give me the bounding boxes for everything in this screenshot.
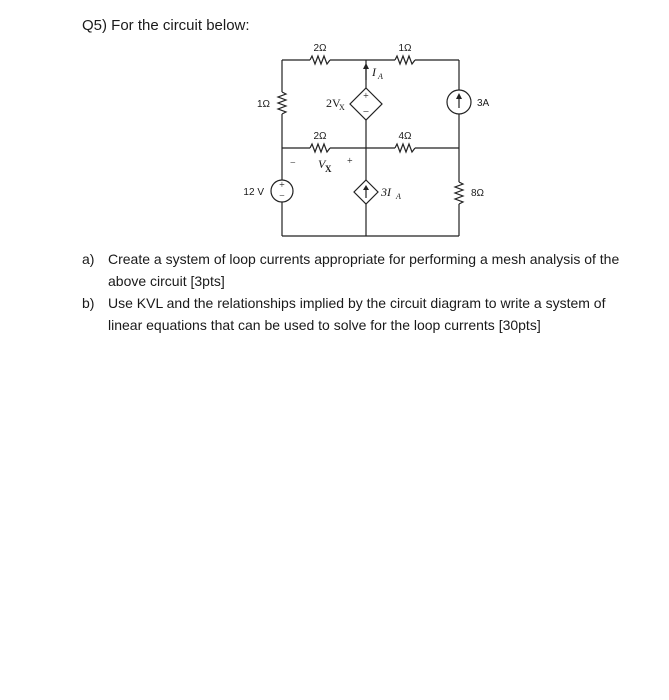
svg-text:X: X	[339, 103, 345, 112]
part-a	[82, 248, 642, 292]
label-ia: I	[372, 65, 376, 79]
part-a-marker: a)	[82, 251, 95, 267]
ia-arrow	[363, 63, 369, 69]
resistor-left	[278, 92, 286, 114]
vx-minus: −	[290, 158, 296, 169]
svg-text:−: −	[362, 106, 370, 118]
part-b	[82, 292, 642, 336]
label-r-left: 1Ω	[256, 99, 270, 110]
circuit-diagram	[0, 0, 669, 240]
svg-text:+: +	[363, 91, 369, 102]
question-title: Q5) For the circuit below:	[82, 17, 250, 34]
question-parts	[82, 248, 642, 336]
label-r-top-right: 1Ω	[398, 43, 412, 54]
svg-text:A: A	[378, 72, 383, 81]
label-r-top-left: 2Ω	[313, 43, 327, 54]
label-r-mid-right: 4Ω	[398, 131, 412, 142]
svg-text:+: +	[279, 180, 285, 191]
label-r-mid-left: 2Ω	[313, 131, 327, 142]
resistor-mid-left	[310, 144, 330, 152]
label-dep-i: 3I	[381, 185, 391, 199]
svg-text:X: X	[325, 164, 332, 174]
label-voltage-source: 12 V	[243, 187, 264, 198]
part-b-marker: b)	[82, 295, 95, 311]
resistor-top-right	[395, 56, 415, 64]
resistor-top-left	[310, 56, 330, 64]
vx-plus: +	[347, 156, 353, 167]
label-dep-v: 2V	[326, 96, 341, 110]
svg-text:A: A	[396, 192, 401, 201]
resistor-mid-right	[395, 144, 415, 152]
svg-text:−: −	[279, 191, 285, 202]
label-current-source: 3A	[477, 98, 490, 109]
label-r-right-bottom: 8Ω	[471, 188, 485, 199]
part-b-text: Use KVL and the relationships implied by the circuit diagram to write a system of linear equations that can be used to solve for the loop currents [30pts]	[108, 295, 606, 333]
label-vx: V	[318, 157, 326, 171]
part-a-text: Create a system of loop currents appropriate for performing a mesh analysis of the above circuit [3pts]	[108, 251, 620, 289]
resistor-right-bottom	[455, 182, 463, 204]
